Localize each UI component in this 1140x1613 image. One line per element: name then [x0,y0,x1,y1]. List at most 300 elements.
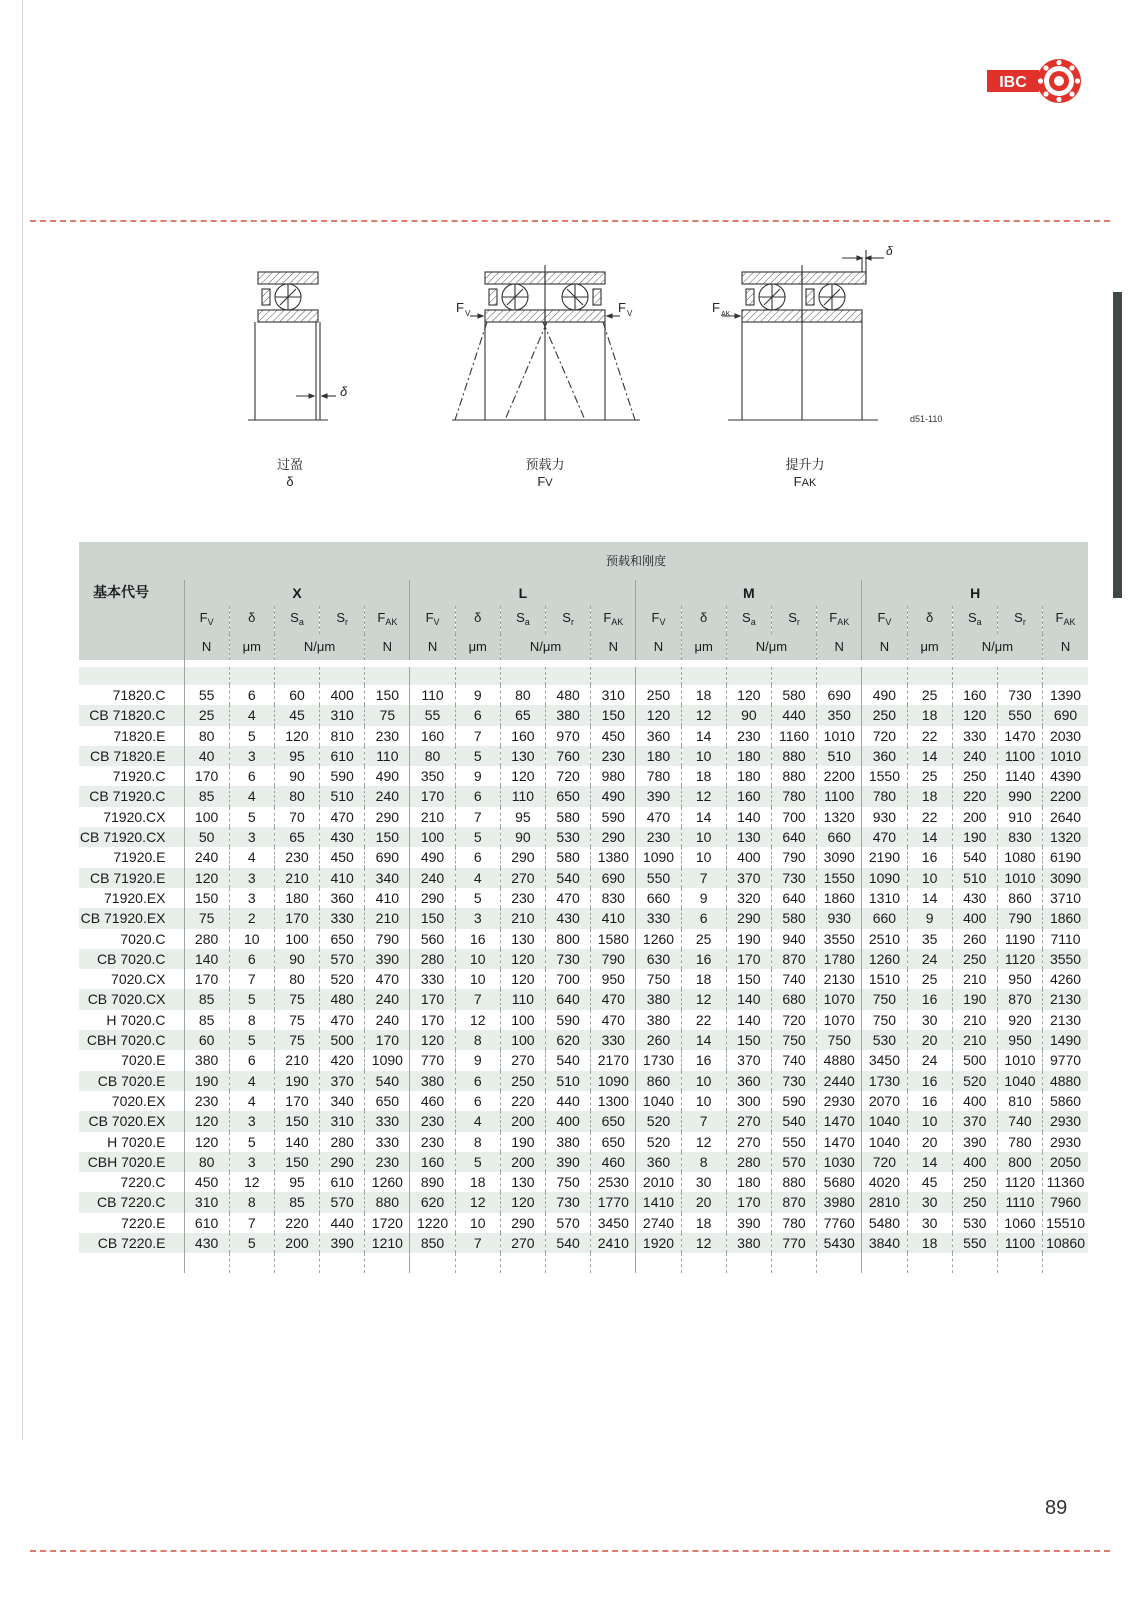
table-cell: 950 [997,969,1042,989]
group-header-l: L [410,580,636,606]
unit-header: N [1043,634,1088,660]
table-cell: 790 [591,949,636,969]
table-cell: 90 [500,827,545,847]
table-cell: 1320 [817,807,862,827]
table-cell: 950 [591,969,636,989]
table-cell: 40 [184,746,229,766]
bearing-model: CB 7020.C [79,949,184,969]
table-cell: 870 [997,989,1042,1009]
table-cell: 80 [274,786,319,806]
table-cell: 440 [546,1091,591,1111]
table-cell: 570 [320,949,365,969]
table-cell: 410 [591,908,636,928]
model-header: 基本代号 [79,580,184,660]
table-cell: 720 [862,1152,907,1172]
table-cell: 200 [500,1111,545,1131]
table-cell: 590 [546,1010,591,1030]
table-cell: 330 [365,1111,410,1131]
table-cell: 100 [410,827,455,847]
unit-header: N/μm [274,634,364,660]
table-cell: 540 [771,1111,816,1131]
bearing-model: CB 7220.C [79,1192,184,1212]
table-row [79,827,1088,847]
table-cell: 3450 [862,1050,907,1070]
unit-header: N/μm [952,634,1042,660]
table-cell: 5 [229,1233,274,1253]
table-title: 预载和刚度 [184,542,1088,580]
table-cell: 240 [410,868,455,888]
table-cell: 120 [274,726,319,746]
table-cell: 5680 [817,1172,862,1192]
table-row [79,929,1088,949]
table-row [79,786,1088,806]
table-cell: 380 [636,1010,681,1030]
page-number: 89 [1045,1497,1068,1519]
table-cell: 1260 [365,1172,410,1192]
fv-sub-left: V [465,309,471,318]
table-cell: 16 [907,1091,952,1111]
table-cell: 760 [546,746,591,766]
unit-header: μm [455,634,500,660]
table-cell: 65 [500,705,545,725]
table-row [79,1030,1088,1050]
table-cell: 1730 [862,1071,907,1091]
table-row [79,685,1088,705]
table-cell: 280 [320,1132,365,1152]
table-cell: 20 [681,1192,726,1212]
table-cell: 630 [636,949,681,969]
table-cell: 620 [410,1192,455,1212]
table-row [79,1132,1088,1152]
table-cell: 1310 [862,888,907,908]
table-cell: 2530 [591,1172,636,1192]
table-cell: 85 [184,989,229,1009]
table-cell: 650 [591,1111,636,1131]
table-cell: 310 [320,705,365,725]
table-cell: 16 [681,949,726,969]
table-cell: 190 [184,1071,229,1091]
table-cell: 750 [546,1172,591,1192]
table-cell: 24 [907,949,952,969]
table-cell: 150 [274,1152,319,1172]
table-cell: 1040 [997,1071,1042,1091]
table-cell: 390 [952,1132,997,1152]
table-cell: 150 [726,969,771,989]
table-cell: 270 [726,1111,771,1131]
table-cell: 14 [907,746,952,766]
table-cell: 100 [500,1010,545,1030]
table-body [79,685,1088,1273]
table-cell: 540 [365,1071,410,1091]
table-cell: 330 [320,908,365,928]
table-cell: 290 [410,888,455,908]
table-cell: 860 [997,888,1042,908]
table-cell: 6 [455,705,500,725]
table-cell: 85 [184,786,229,806]
table-cell: 60 [184,1030,229,1050]
table-cell: 1090 [636,847,681,867]
table-cell: 870 [771,1192,816,1212]
table-cell: 930 [862,807,907,827]
table-cell: 1080 [997,847,1042,867]
table-cell: 230 [410,1132,455,1152]
table-cell: 790 [997,908,1042,928]
table-cell: 470 [636,807,681,827]
symbol-header: $S_r$ [771,606,816,634]
bearing-model: CB 71920.CX [79,827,184,847]
table-cell: 4 [455,868,500,888]
table-cell: 270 [500,868,545,888]
table-cell: 140 [184,949,229,969]
table-cell: 14 [681,807,726,827]
table-cell: 18 [455,1172,500,1192]
table-cell: 770 [771,1233,816,1253]
table-cell: 1100 [997,1233,1042,1253]
table-cell: 2130 [1043,1010,1088,1030]
table-cell: 18 [681,766,726,786]
table-cell: 550 [771,1132,816,1152]
preload-stiffness-table [79,542,1088,1273]
table-cell: 490 [591,786,636,806]
table-cell: 7960 [1043,1192,1088,1212]
table-cell: 12 [681,786,726,806]
table-cell: 1070 [817,989,862,1009]
table-cell: 1040 [862,1111,907,1131]
table-cell: 75 [274,989,319,1009]
figure-id: d51-110 [910,414,943,424]
table-cell: 210 [952,969,997,989]
unit-header: μm [907,634,952,660]
table-cell: 380 [636,989,681,1009]
table-tail-row [79,1253,1088,1273]
table-cell: 150 [410,908,455,928]
table-cell: 230 [365,726,410,746]
caption-symbol: F [537,474,546,489]
table-cell: 200 [500,1152,545,1172]
table-cell: 580 [771,908,816,928]
table-cell: 740 [771,969,816,989]
table-cell: 5 [455,1152,500,1172]
table-cell: 520 [320,969,365,989]
table-cell: 170 [184,766,229,786]
table-cell: 5 [229,989,274,1009]
table-cell: 400 [952,1152,997,1172]
bearing-model: CB 7020.E [79,1071,184,1091]
table-cell: 1070 [817,1010,862,1030]
bearing-model: 71920.CX [103,808,166,825]
table-cell: 460 [591,1152,636,1172]
table-cell: 2190 [862,847,907,867]
table-cell: 490 [862,685,907,705]
table-cell: 55 [184,685,229,705]
table-cell: 250 [952,1192,997,1212]
table-cell: 30 [907,1192,952,1212]
table-cell: 30 [681,1172,726,1192]
table-row [79,1010,1088,1030]
table-cell: 3 [229,827,274,847]
table-cell: 1730 [636,1050,681,1070]
table-cell: 360 [862,746,907,766]
table-cell: 770 [410,1050,455,1070]
table-cell: 210 [952,1030,997,1050]
table-cell: 160 [500,726,545,746]
table-cell: 2130 [1043,989,1088,1009]
table-cell: 990 [997,786,1042,806]
table-cell: 160 [952,685,997,705]
table-cell: 70 [274,807,319,827]
table-cell: 180 [636,746,681,766]
unit-header: N [636,634,681,660]
table-cell: 170 [726,949,771,969]
table-cell: 150 [591,705,636,725]
bearing-model: H 7020.C [106,1011,166,1028]
table-cell: 75 [365,705,410,725]
table-cell: 510 [817,746,862,766]
table-cell: 170 [726,1192,771,1212]
symbol-header: $S_a$ [500,606,545,634]
table-cell: 3090 [817,847,862,867]
table-cell: 14 [907,888,952,908]
table-cell: 730 [771,868,816,888]
table-cell: 350 [817,705,862,725]
table-cell: 1470 [817,1132,862,1152]
table-cell: 320 [726,888,771,908]
table-cell: 490 [410,847,455,867]
symbol-header: $F_V$ [410,606,455,634]
fak-mark: F [712,300,720,315]
bearing-model: 71920.EX [104,889,166,906]
table-cell: 370 [320,1071,365,1091]
table-cell: 2640 [1043,807,1088,827]
table-cell: 4 [229,847,274,867]
table-cell: 8 [455,1030,500,1050]
symbol-header: $F_{AK}$ [591,606,636,634]
symbol-header: δ [229,606,274,634]
table-cell: 4880 [1043,1071,1088,1091]
table-cell: 800 [997,1152,1042,1172]
table-row [79,705,1088,725]
table-cell: 690 [817,685,862,705]
caption-symbol: F [793,474,802,489]
group-header-m: M [636,580,862,606]
table-cell: 25 [907,766,952,786]
bearing-model: CB 7020.EX [79,1111,184,1131]
table-cell: 740 [771,1050,816,1070]
table-cell: 640 [771,827,816,847]
table-cell: 14 [681,1030,726,1050]
table-cell: 250 [500,1071,545,1091]
table-cell: 4390 [1043,766,1088,786]
table-cell: 120 [952,705,997,725]
table-cell: 9 [455,685,500,705]
table-cell: 180 [726,1172,771,1192]
table-cell: 18 [907,1233,952,1253]
table-cell: 2010 [636,1172,681,1192]
preload-bearing-pair-drawing [452,265,640,420]
table-cell: 280 [410,949,455,969]
table-cell: 1260 [862,949,907,969]
symbol-header: $F_{AK}$ [365,606,410,634]
table-cell: 780 [771,1213,816,1233]
table-cell: 510 [320,786,365,806]
table-cell: 660 [636,888,681,908]
table-cell: 330 [636,908,681,928]
unit-header: N/μm [726,634,816,660]
table-cell: 530 [862,1030,907,1050]
table-cell: 95 [274,746,319,766]
table-cell: 1380 [591,847,636,867]
table-cell: 4880 [817,1050,862,1070]
bearing-model: H 7020.E [107,1133,166,1150]
table-cell: 270 [500,1050,545,1070]
table-cell: 780 [862,786,907,806]
table-cell: 650 [591,1132,636,1152]
table-cell: 1120 [997,949,1042,969]
table-cell: 690 [1043,705,1088,725]
table-cell: 570 [771,1152,816,1172]
table-cell: 1210 [365,1233,410,1253]
table-cell: 5 [229,1132,274,1152]
table-cell: 140 [274,1132,319,1152]
table-cell: 700 [546,969,591,989]
table-cell: 270 [726,1132,771,1152]
symbol-header: $S_r$ [546,606,591,634]
table-cell: 210 [274,868,319,888]
table-cell: 9 [681,888,726,908]
bearing-model: 7220.E [121,1214,166,1231]
table-cell: 16 [455,929,500,949]
table-cell: 150 [365,827,410,847]
table-cell: 2740 [636,1213,681,1233]
table-cell: 420 [320,1050,365,1070]
table-cell: 910 [997,807,1042,827]
table-cell: 610 [320,746,365,766]
table-row [79,868,1088,888]
table-cell: 60 [274,685,319,705]
table-cell: 6190 [1043,847,1088,867]
table-cell: 5860 [1043,1091,1088,1111]
table-cell: 590 [591,807,636,827]
fv-mark-left: F [456,300,464,315]
table-cell: 190 [726,929,771,949]
table-cell: 330 [410,969,455,989]
table-cell: 250 [952,766,997,786]
table-cell: 14 [907,827,952,847]
table-cell: 10 [455,969,500,989]
table-cell: 1220 [410,1213,455,1233]
caption-preload [505,456,585,492]
table-cell: 16 [907,847,952,867]
symbol-header: $S_a$ [274,606,319,634]
table-cell: 880 [365,1192,410,1212]
table-cell: 2440 [817,1071,862,1091]
bearing-model: CBH 7020.C [79,1030,184,1050]
table-cell: 200 [952,807,997,827]
table-cell: 100 [274,929,319,949]
table-cell: 5 [229,1030,274,1050]
table-cell: 30 [907,1213,952,1233]
table-cell: 80 [184,726,229,746]
table-cell: 480 [320,989,365,1009]
table-cell: 310 [591,685,636,705]
table-cell: 18 [907,786,952,806]
table-cell: 4 [229,705,274,725]
table-cell: 430 [952,888,997,908]
table-cell: 75 [274,1010,319,1030]
table-cell: 5480 [862,1213,907,1233]
table-cell: 230 [500,888,545,908]
table-cell: 2410 [591,1233,636,1253]
table-cell: 750 [636,969,681,989]
table-cell: 270 [500,1233,545,1253]
table-cell: 380 [184,1050,229,1070]
table-cell: 3 [229,888,274,908]
table-cell: 440 [771,705,816,725]
table-cell: 5 [455,888,500,908]
bearing-model: CBH 7020.E [79,1152,184,1172]
table-cell: 470 [862,827,907,847]
fv-sub-right: V [627,309,633,318]
table-cell: 720 [546,766,591,786]
table-cell: 390 [726,1213,771,1233]
table-cell: 210 [952,1010,997,1030]
table-cell: 1040 [862,1132,907,1152]
table-cell: 7 [229,969,274,989]
table-cell: 7 [455,807,500,827]
table-cell: 10 [681,746,726,766]
table-cell: 370 [726,1050,771,1070]
table-cell: 290 [591,827,636,847]
table-cell: 750 [771,1030,816,1050]
table-row [79,908,1088,928]
table-cell: 210 [274,1050,319,1070]
table-cell: 7110 [1043,929,1088,949]
table-cell: 65 [274,827,319,847]
table-cell: 4 [455,1111,500,1131]
table-cell: 220 [952,786,997,806]
table-cell: 920 [997,1010,1042,1030]
table-cell: 510 [952,868,997,888]
table-cell: 12 [681,989,726,1009]
table-cell: 790 [365,929,410,949]
table-cell: 6 [455,1071,500,1091]
table-cell: 370 [726,868,771,888]
table-cell: 80 [410,746,455,766]
table-cell: 90 [274,949,319,969]
table-cell: 180 [274,888,319,908]
bearing-arrangement-diagram [0,0,1140,520]
table-cell: 1010 [1043,746,1088,766]
fak-sub: AK [721,311,731,318]
bearing-model: 7020.E [121,1052,166,1069]
table-cell: 3 [229,1111,274,1131]
caption-liftoff [765,456,845,492]
table-cell: 1090 [365,1050,410,1070]
table-cell: 930 [817,908,862,928]
bearing-model: CB 7220.E [79,1233,184,1253]
table-cell: 280 [726,1152,771,1172]
table-cell: 2070 [862,1091,907,1111]
table-cell: 690 [591,868,636,888]
table-cell: 370 [952,1111,997,1131]
unit-header: N/μm [500,634,590,660]
table-row [79,949,1088,969]
table-cell: 140 [726,1010,771,1030]
table-cell: 12 [229,1172,274,1192]
table-cell: 450 [591,726,636,746]
table-cell: 260 [952,929,997,949]
table-cell: 520 [636,1132,681,1152]
